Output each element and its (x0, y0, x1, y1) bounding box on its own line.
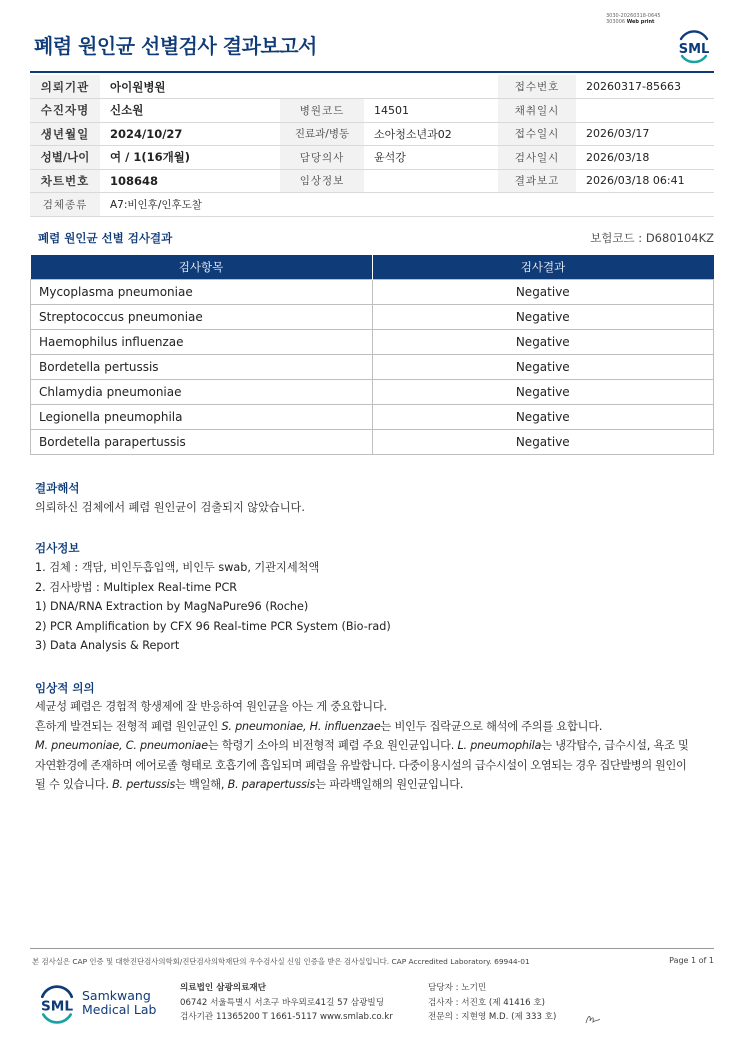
label-received-date: 접수일시 (498, 122, 576, 146)
col-test-item: 검사항목 (31, 255, 373, 279)
test-info-line: 2) PCR Amplification by CFX 96 Real-time PCR System (Bio-rad) (35, 619, 391, 633)
label-birth-date: 생년월일 (30, 122, 100, 146)
clinical-line: M. pneumoniae, C. pneumoniae는 학령기 소아의 비전형적 폐렴 주요 원인균입니다. L. pneumophila는 냉각탑수, 급수시설, 욕조 및 (35, 739, 689, 753)
test-result: Negative (372, 279, 713, 304)
test-info-line: 3) Data Analysis & Report (35, 639, 180, 653)
label-requesting-org: 의뢰기관 (30, 75, 100, 99)
test-result: Negative (372, 430, 713, 455)
results-table (30, 255, 714, 455)
label-report-date: 결과보고 (498, 169, 576, 193)
value-department: 소아청소년과02 (364, 122, 498, 146)
test-item: Bordetella pertussis (31, 354, 373, 379)
page-number: Page 1 of 1 (669, 956, 714, 965)
label-sex-age: 성별/나이 (30, 146, 100, 170)
svg-text:SML: SML (40, 998, 74, 1015)
info-row (30, 75, 714, 99)
info-row (30, 169, 714, 193)
table-row (31, 329, 714, 354)
clinical-line: 세균성 폐렴은 경험적 항생제에 잘 반응하여 원인균을 아는 게 중요합니다. (35, 700, 387, 713)
test-item: Streptococcus pneumoniae (31, 304, 373, 329)
test-item: Bordetella parapertussis (31, 430, 373, 455)
interpretation-text: 의뢰하신 검체에서 폐렴 원인균이 검출되지 않았습니다. (35, 501, 305, 514)
samkwang-logo (36, 982, 156, 1024)
label-patient-name: 수진자명 (30, 99, 100, 123)
test-result: Negative (372, 329, 713, 354)
document-code: 3030-20260318-0645 303006 Web print (606, 13, 661, 25)
test-info-line: 1) DNA/RNA Extraction by MagNaPure96 (Roche) (35, 600, 309, 614)
value-test-date: 2026/03/18 (576, 146, 714, 170)
label-receipt-number: 접수번호 (498, 75, 576, 99)
logo-wordmark: Samkwang Medical Lab (82, 988, 157, 1017)
value-physician: 윤석강 (364, 146, 498, 170)
logo-text: SML (678, 42, 710, 57)
organization-contact: 검사기관 11365200 T 1661-5117 www.smlab.co.kr (180, 1012, 393, 1022)
test-item: Mycoplasma pneumoniae (31, 279, 373, 304)
value-collection-date (576, 99, 714, 123)
accreditation-note: 본 검사실은 CAP 인증 및 대한진단검사의학회/진단검사의학재단의 우수검사실 신임 인증을 받은 검사실입니다. CAP Accredited Laboratory. 69944-01 (32, 957, 530, 966)
patient-info-table (30, 75, 714, 217)
results-header-row (31, 255, 714, 279)
results-section-title: 폐렴 원인균 선별 검사결과 (38, 231, 173, 245)
info-row (30, 99, 714, 123)
test-result: Negative (372, 304, 713, 329)
value-patient-name: 신소원 (100, 99, 280, 123)
label-hospital-code: 병원코드 (280, 99, 364, 123)
staff-specialist: 전문의 : 지현영 M.D. (제 333 호) (428, 1012, 557, 1022)
test-item: Chlamydia pneumoniae (31, 379, 373, 404)
label-department: 진료과/병동 (280, 122, 364, 146)
value-sex-age: 여 / 1(16개월) (100, 146, 280, 170)
test-result: Negative (372, 404, 713, 429)
label-physician: 담당의사 (280, 146, 364, 170)
clinical-line: 될 수 있습니다. B. pertussis는 백일해, B. parapertussis는 파라백일해의 원인균입니다. (35, 778, 464, 792)
table-row (31, 304, 714, 329)
test-info-heading: 검사정보 (35, 541, 80, 555)
clinical-line: 흔하게 발견되는 전형적 폐렴 원인균인 S. pneumoniae, H. influenzae는 비인두 집락균으로 해석에 주의를 요합니다. (35, 719, 603, 733)
interpretation-heading: 결과해석 (35, 481, 80, 495)
organization-info (180, 981, 393, 1025)
label-chart-number: 차트번호 (30, 169, 100, 193)
table-row (31, 430, 714, 455)
staff-in-charge: 담당자 : 노기민 (428, 983, 487, 993)
signature-icon (584, 1012, 602, 1026)
table-row (31, 279, 714, 304)
label-collection-date: 채취일시 (498, 99, 576, 123)
info-row (30, 146, 714, 170)
label-specimen-type: 검체종류 (30, 193, 100, 217)
test-item: Legionella pneumophila (31, 404, 373, 429)
value-hospital-code: 14501 (364, 99, 498, 123)
value-requesting-org: 아이원병원 (100, 75, 498, 99)
value-receipt-number: 20260317-85663 (576, 75, 714, 99)
table-row (31, 354, 714, 379)
test-result: Negative (372, 379, 713, 404)
clinical-text (35, 697, 725, 795)
col-test-result: 검사결과 (372, 255, 713, 279)
label-test-date: 검사일시 (498, 146, 576, 170)
sml-logo-icon (674, 25, 714, 65)
test-item: Haemophilus influenzae (31, 329, 373, 354)
clinical-heading: 임상적 의의 (35, 681, 95, 695)
test-info-line: 1. 검체 : 객담, 비인두흡입액, 비인두 swab, 기관지세척액 (35, 561, 320, 574)
table-row (31, 404, 714, 429)
info-row (30, 122, 714, 146)
organization-name: 의료법인 삼광의료재단 (180, 983, 267, 993)
insurance-code: 보험코드 : D680104KZ (590, 231, 714, 245)
test-info-list (35, 558, 391, 656)
organization-address: 06742 서울특별시 서초구 바우뫼로41길 57 삼광빌딩 (180, 997, 384, 1008)
value-birth-date: 2024/10/27 (100, 122, 280, 146)
report-title: 폐렴 원인균 선별검사 결과보고서 (34, 34, 317, 58)
value-chart-number: 108648 (100, 169, 280, 193)
header-rule (30, 71, 714, 73)
test-result: Negative (372, 354, 713, 379)
value-report-date: 2026/03/18 06:41 (576, 169, 714, 193)
value-specimen-type: A7:비인후/인후도찰 (100, 193, 714, 217)
table-row (31, 379, 714, 404)
sml-footer-logo-icon (36, 982, 78, 1024)
staff-tester: 검사자 : 서진호 (제 41416 호) (428, 997, 546, 1008)
value-received-date: 2026/03/17 (576, 122, 714, 146)
footer-rule (30, 948, 714, 949)
value-clinical-info (364, 169, 498, 193)
label-clinical-info: 임상정보 (280, 169, 364, 193)
staff-info (428, 981, 556, 1025)
info-row (30, 193, 714, 217)
test-info-line: 2. 검사방법 : Multiplex Real-time PCR (35, 580, 238, 594)
clinical-line: 자연환경에 존재하며 에어로졸 형태로 호흡기에 흡입되며 폐렴을 유발합니다. 다중이용시설의 급수시설이 오염되는 경우 집단발병의 원인이 (35, 758, 687, 772)
